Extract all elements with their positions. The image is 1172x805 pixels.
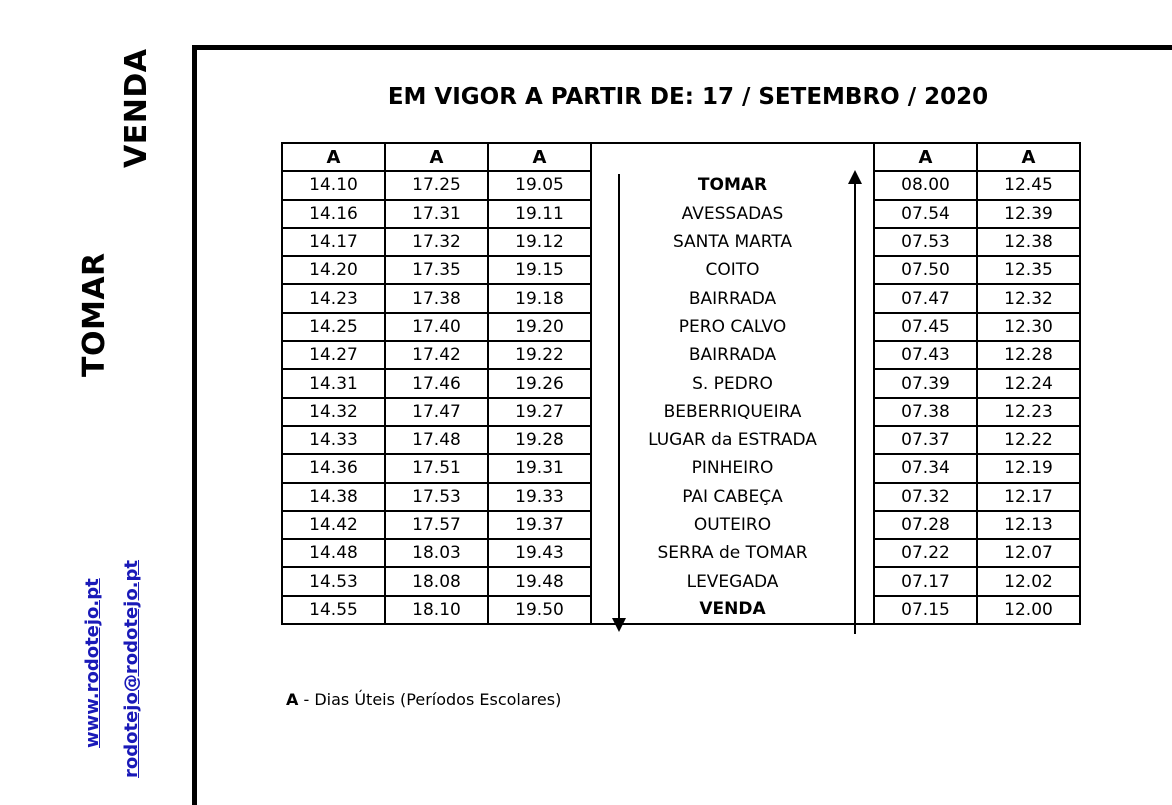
return-time-cell: 07.22: [874, 539, 977, 567]
departure-time-cell: 14.32: [282, 398, 385, 426]
stop-name-cell: COITO: [591, 256, 874, 284]
return-time-cell: 12.38: [977, 228, 1080, 256]
return-time-cell: 07.28: [874, 511, 977, 539]
return-time-cell: 12.30: [977, 313, 1080, 341]
column-header: A: [874, 143, 977, 171]
return-time-cell: 07.39: [874, 369, 977, 397]
return-time-cell: 07.17: [874, 567, 977, 595]
arrow-up-icon: [847, 168, 863, 636]
table-row: [282, 596, 1080, 624]
email-link[interactable]: rodotejo@rodotejo.pt: [121, 559, 142, 778]
stop-name-cell: SERRA de TOMAR: [591, 539, 874, 567]
effective-date-heading: EM VIGOR A PARTIR DE: 17 / SETEMBRO / 2020: [387, 84, 989, 110]
departure-time-cell: 19.50: [488, 596, 591, 624]
return-time-cell: 07.34: [874, 454, 977, 482]
return-time-cell: 12.02: [977, 567, 1080, 595]
departure-time-cell: 14.20: [282, 256, 385, 284]
table-row: [282, 426, 1080, 454]
table-row: [282, 483, 1080, 511]
return-time-cell: 07.32: [874, 483, 977, 511]
departure-time-cell: 19.37: [488, 511, 591, 539]
table-row: [282, 228, 1080, 256]
return-time-cell: 12.39: [977, 200, 1080, 228]
departure-time-cell: 14.31: [282, 369, 385, 397]
stop-name-cell: PINHEIRO: [591, 454, 874, 482]
arrow-down-icon: [611, 172, 627, 634]
departure-time-cell: 14.27: [282, 341, 385, 369]
return-time-cell: 07.50: [874, 256, 977, 284]
origin-label-tomar: TOMAR: [77, 252, 112, 377]
departure-time-cell: 19.31: [488, 454, 591, 482]
return-time-cell: 12.45: [977, 171, 1080, 199]
departure-time-cell: 19.28: [488, 426, 591, 454]
destination-label-venda: VENDA: [119, 48, 154, 168]
stop-name-cell: VENDA: [591, 596, 874, 624]
stop-name-cell: PERO CALVO: [591, 313, 874, 341]
return-time-cell: 12.07: [977, 539, 1080, 567]
return-time-cell: 12.00: [977, 596, 1080, 624]
return-time-cell: 12.23: [977, 398, 1080, 426]
stops-header: [591, 143, 874, 171]
departure-time-cell: 17.51: [385, 454, 488, 482]
stop-name-cell: BEBERRIQUEIRA: [591, 398, 874, 426]
table-row: [282, 284, 1080, 312]
departure-time-cell: 19.26: [488, 369, 591, 397]
departure-time-cell: 19.48: [488, 567, 591, 595]
legend-separator: -: [298, 690, 315, 709]
return-time-cell: 12.19: [977, 454, 1080, 482]
timetable-header-row: [282, 143, 1080, 171]
legend: [286, 690, 561, 709]
table-row: [282, 567, 1080, 595]
table-row: [282, 539, 1080, 567]
departure-time-cell: 17.31: [385, 200, 488, 228]
departure-time-cell: 19.20: [488, 313, 591, 341]
return-time-cell: 12.28: [977, 341, 1080, 369]
stop-name-cell: LEVEGADA: [591, 567, 874, 595]
departure-time-cell: 18.08: [385, 567, 488, 595]
return-time-cell: 07.53: [874, 228, 977, 256]
return-time-cell: 07.43: [874, 341, 977, 369]
departure-time-cell: 14.10: [282, 171, 385, 199]
table-row: [282, 454, 1080, 482]
departure-time-cell: 14.38: [282, 483, 385, 511]
departure-time-cell: 14.48: [282, 539, 385, 567]
return-time-cell: 12.24: [977, 369, 1080, 397]
stop-name-cell: S. PEDRO: [591, 369, 874, 397]
return-time-cell: 07.37: [874, 426, 977, 454]
departure-time-cell: 18.03: [385, 539, 488, 567]
stop-name-cell: SANTA MARTA: [591, 228, 874, 256]
departure-time-cell: 17.48: [385, 426, 488, 454]
departure-time-cell: 17.42: [385, 341, 488, 369]
departure-time-cell: 19.05: [488, 171, 591, 199]
return-time-cell: 12.22: [977, 426, 1080, 454]
stop-name-cell: PAI CABEÇA: [591, 483, 874, 511]
departure-time-cell: 14.36: [282, 454, 385, 482]
departure-time-cell: 19.18: [488, 284, 591, 312]
departure-time-cell: 17.38: [385, 284, 488, 312]
return-time-cell: 07.47: [874, 284, 977, 312]
return-time-cell: 07.54: [874, 200, 977, 228]
column-header: A: [385, 143, 488, 171]
stop-name-cell: AVESSADAS: [591, 200, 874, 228]
return-time-cell: 12.32: [977, 284, 1080, 312]
departure-time-cell: 14.25: [282, 313, 385, 341]
departure-time-cell: 19.12: [488, 228, 591, 256]
departure-time-cell: 14.42: [282, 511, 385, 539]
departure-time-cell: 17.47: [385, 398, 488, 426]
departure-time-cell: 17.25: [385, 171, 488, 199]
return-time-cell: 07.38: [874, 398, 977, 426]
website-link[interactable]: www.rodotejo.pt: [82, 578, 103, 748]
departure-time-cell: 17.53: [385, 483, 488, 511]
return-time-cell: 08.00: [874, 171, 977, 199]
table-row: [282, 171, 1080, 199]
departure-time-cell: 19.22: [488, 341, 591, 369]
table-row: [282, 369, 1080, 397]
legend-code: A: [286, 690, 299, 709]
stop-name-cell: BAIRRADA: [591, 341, 874, 369]
table-row: [282, 200, 1080, 228]
column-header: A: [488, 143, 591, 171]
departure-time-cell: 14.53: [282, 567, 385, 595]
departure-time-cell: 17.46: [385, 369, 488, 397]
departure-time-cell: 19.15: [488, 256, 591, 284]
timetable-body: [282, 171, 1080, 624]
departure-time-cell: 18.10: [385, 596, 488, 624]
stop-name-cell: TOMAR: [591, 171, 874, 199]
departure-time-cell: 19.43: [488, 539, 591, 567]
table-row: [282, 511, 1080, 539]
table-row: [282, 256, 1080, 284]
departure-time-cell: 14.17: [282, 228, 385, 256]
departure-time-cell: 14.33: [282, 426, 385, 454]
return-time-cell: 07.45: [874, 313, 977, 341]
departure-time-cell: 17.32: [385, 228, 488, 256]
return-time-cell: 12.35: [977, 256, 1080, 284]
stop-name-cell: BAIRRADA: [591, 284, 874, 312]
departure-time-cell: 17.35: [385, 256, 488, 284]
return-time-cell: 12.17: [977, 483, 1080, 511]
departure-time-cell: 14.23: [282, 284, 385, 312]
return-time-cell: 07.15: [874, 596, 977, 624]
departure-time-cell: 17.57: [385, 511, 488, 539]
table-row: [282, 341, 1080, 369]
stop-name-cell: LUGAR da ESTRADA: [591, 426, 874, 454]
legend-text: Dias Úteis (Períodos Escolares): [314, 690, 562, 709]
table-row: [282, 398, 1080, 426]
timetable: [281, 142, 1081, 625]
departure-time-cell: 14.16: [282, 200, 385, 228]
departure-time-cell: 17.40: [385, 313, 488, 341]
return-time-cell: 12.13: [977, 511, 1080, 539]
departure-time-cell: 19.27: [488, 398, 591, 426]
table-row: [282, 313, 1080, 341]
stop-name-cell: OUTEIRO: [591, 511, 874, 539]
departure-time-cell: 19.33: [488, 483, 591, 511]
departure-time-cell: 14.55: [282, 596, 385, 624]
column-header: A: [282, 143, 385, 171]
column-header: A: [977, 143, 1080, 171]
departure-time-cell: 19.11: [488, 200, 591, 228]
